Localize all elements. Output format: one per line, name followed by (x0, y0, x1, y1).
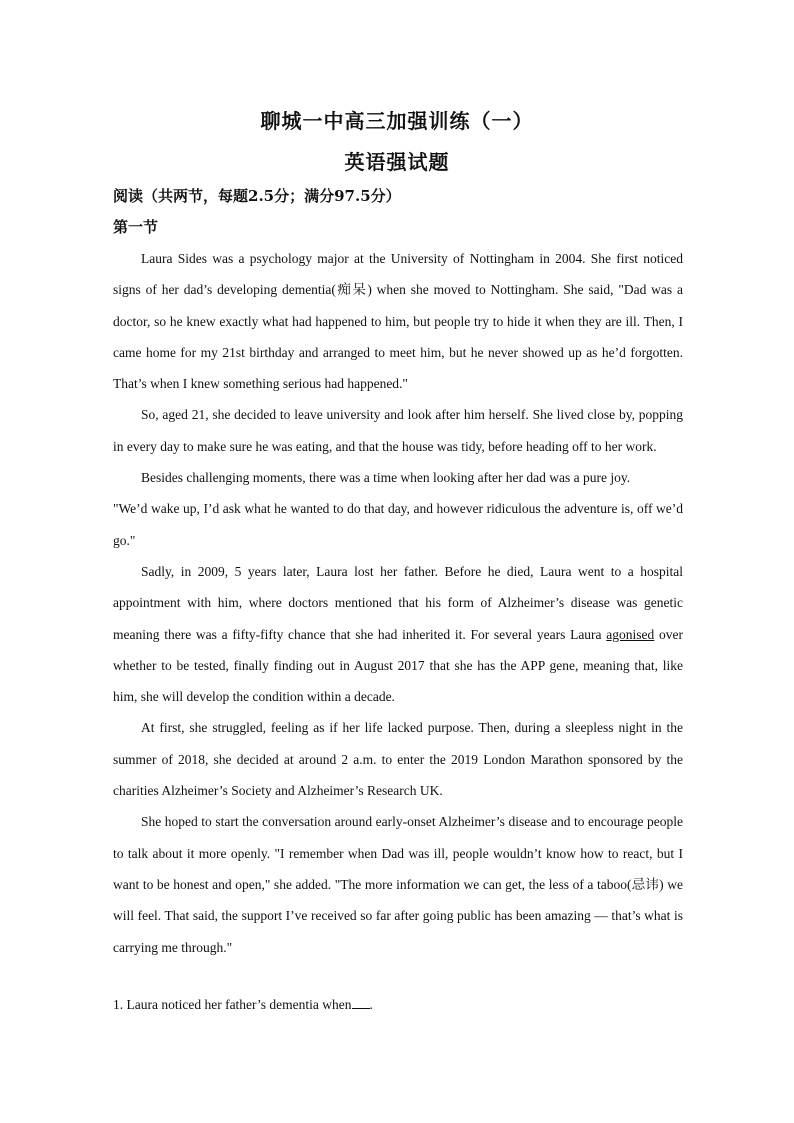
passage-paragraph-1: Laura Sides was a psychology major at the University of Nottingham in 2004. She first noticed signs of her dad’s developing dementia(痴呆) when she moved to Nottingham. She said, "Dad was a doctor, so he knew exactly what had happened to him, but people try to hide it when they are ill. Then, I came home for my 21st birthday and arranged to meet him, but he never showed up as he’d forgotten. That’s when I knew something serious had happened." (113, 251, 683, 392)
section-heading: 阅读（共两节，每题2.5分；满分97.5分） (113, 187, 401, 205)
passage-paragraph-2: So, aged 21, she decided to leave university and look after him herself. She lived close by, popping in every day to make sure he was eating, and that the house was tidy, before heading off to her work. (113, 407, 683, 454)
part-heading: 第一节 (113, 218, 159, 236)
question-text: Laura noticed her father’s dementia when (126, 997, 352, 1012)
paragraph-4-text-start: Sadly, in 2009, 5 years later, Laura lost her father. Before he died, Laura went to a hospital appointment with him, where doctors mentioned that his form of Alzheimer’s disease was genetic meaning there was a fifty-fifty chance that she had inherited it. For several years Laura (113, 563, 683, 642)
underlined-word: agonised (606, 626, 655, 642)
passage-paragraph-3a: Besides challenging moments, there was a time when looking after her dad was a pure joy. (141, 470, 631, 486)
passage-paragraph-5: At first, she struggled, feeling as if her life lacked purpose. Then, during a sleepless night in the summer of 2018, she decided at around 2 a.m. to enter the 2019 London Marathon sponsored by the charities Alzheimer’s Society and Alzheimer’s Research UK. (113, 720, 683, 799)
passage-paragraph-3b: "We’d wake up, I’d ask what he wanted to do that day, and however ridiculous the adventure is, off we’d go." (113, 501, 683, 548)
question-number: 1. (113, 997, 124, 1012)
passage-paragraph-4 (113, 556, 683, 712)
question-1 (113, 996, 373, 1013)
paragraph-4-text-end: over whether to be tested, finally finding out in August 2017 that she has the APP gene, meaning that, like him, she will develop the condition within a decade. (113, 626, 683, 705)
document-subtitle: 英语强试题 (344, 150, 450, 174)
passage-paragraph-6: She hoped to start the conversation around early-onset Alzheimer’s disease and to encourage people to talk about it more openly. "I remember when Dad was ill, people wouldn’t know how to react, but I want to be honest and open," she added. "The more information we can get, the less of a taboo(忌讳) we will feel. That said, the support I’ve received so far after going public has been amazing — that’s what is carrying me through." (113, 814, 683, 955)
answer-blank (352, 996, 370, 1009)
document-title: 聊城一中高三加强训练（一） (260, 109, 534, 133)
question-end: . (369, 997, 373, 1012)
reading-passage (113, 243, 683, 963)
